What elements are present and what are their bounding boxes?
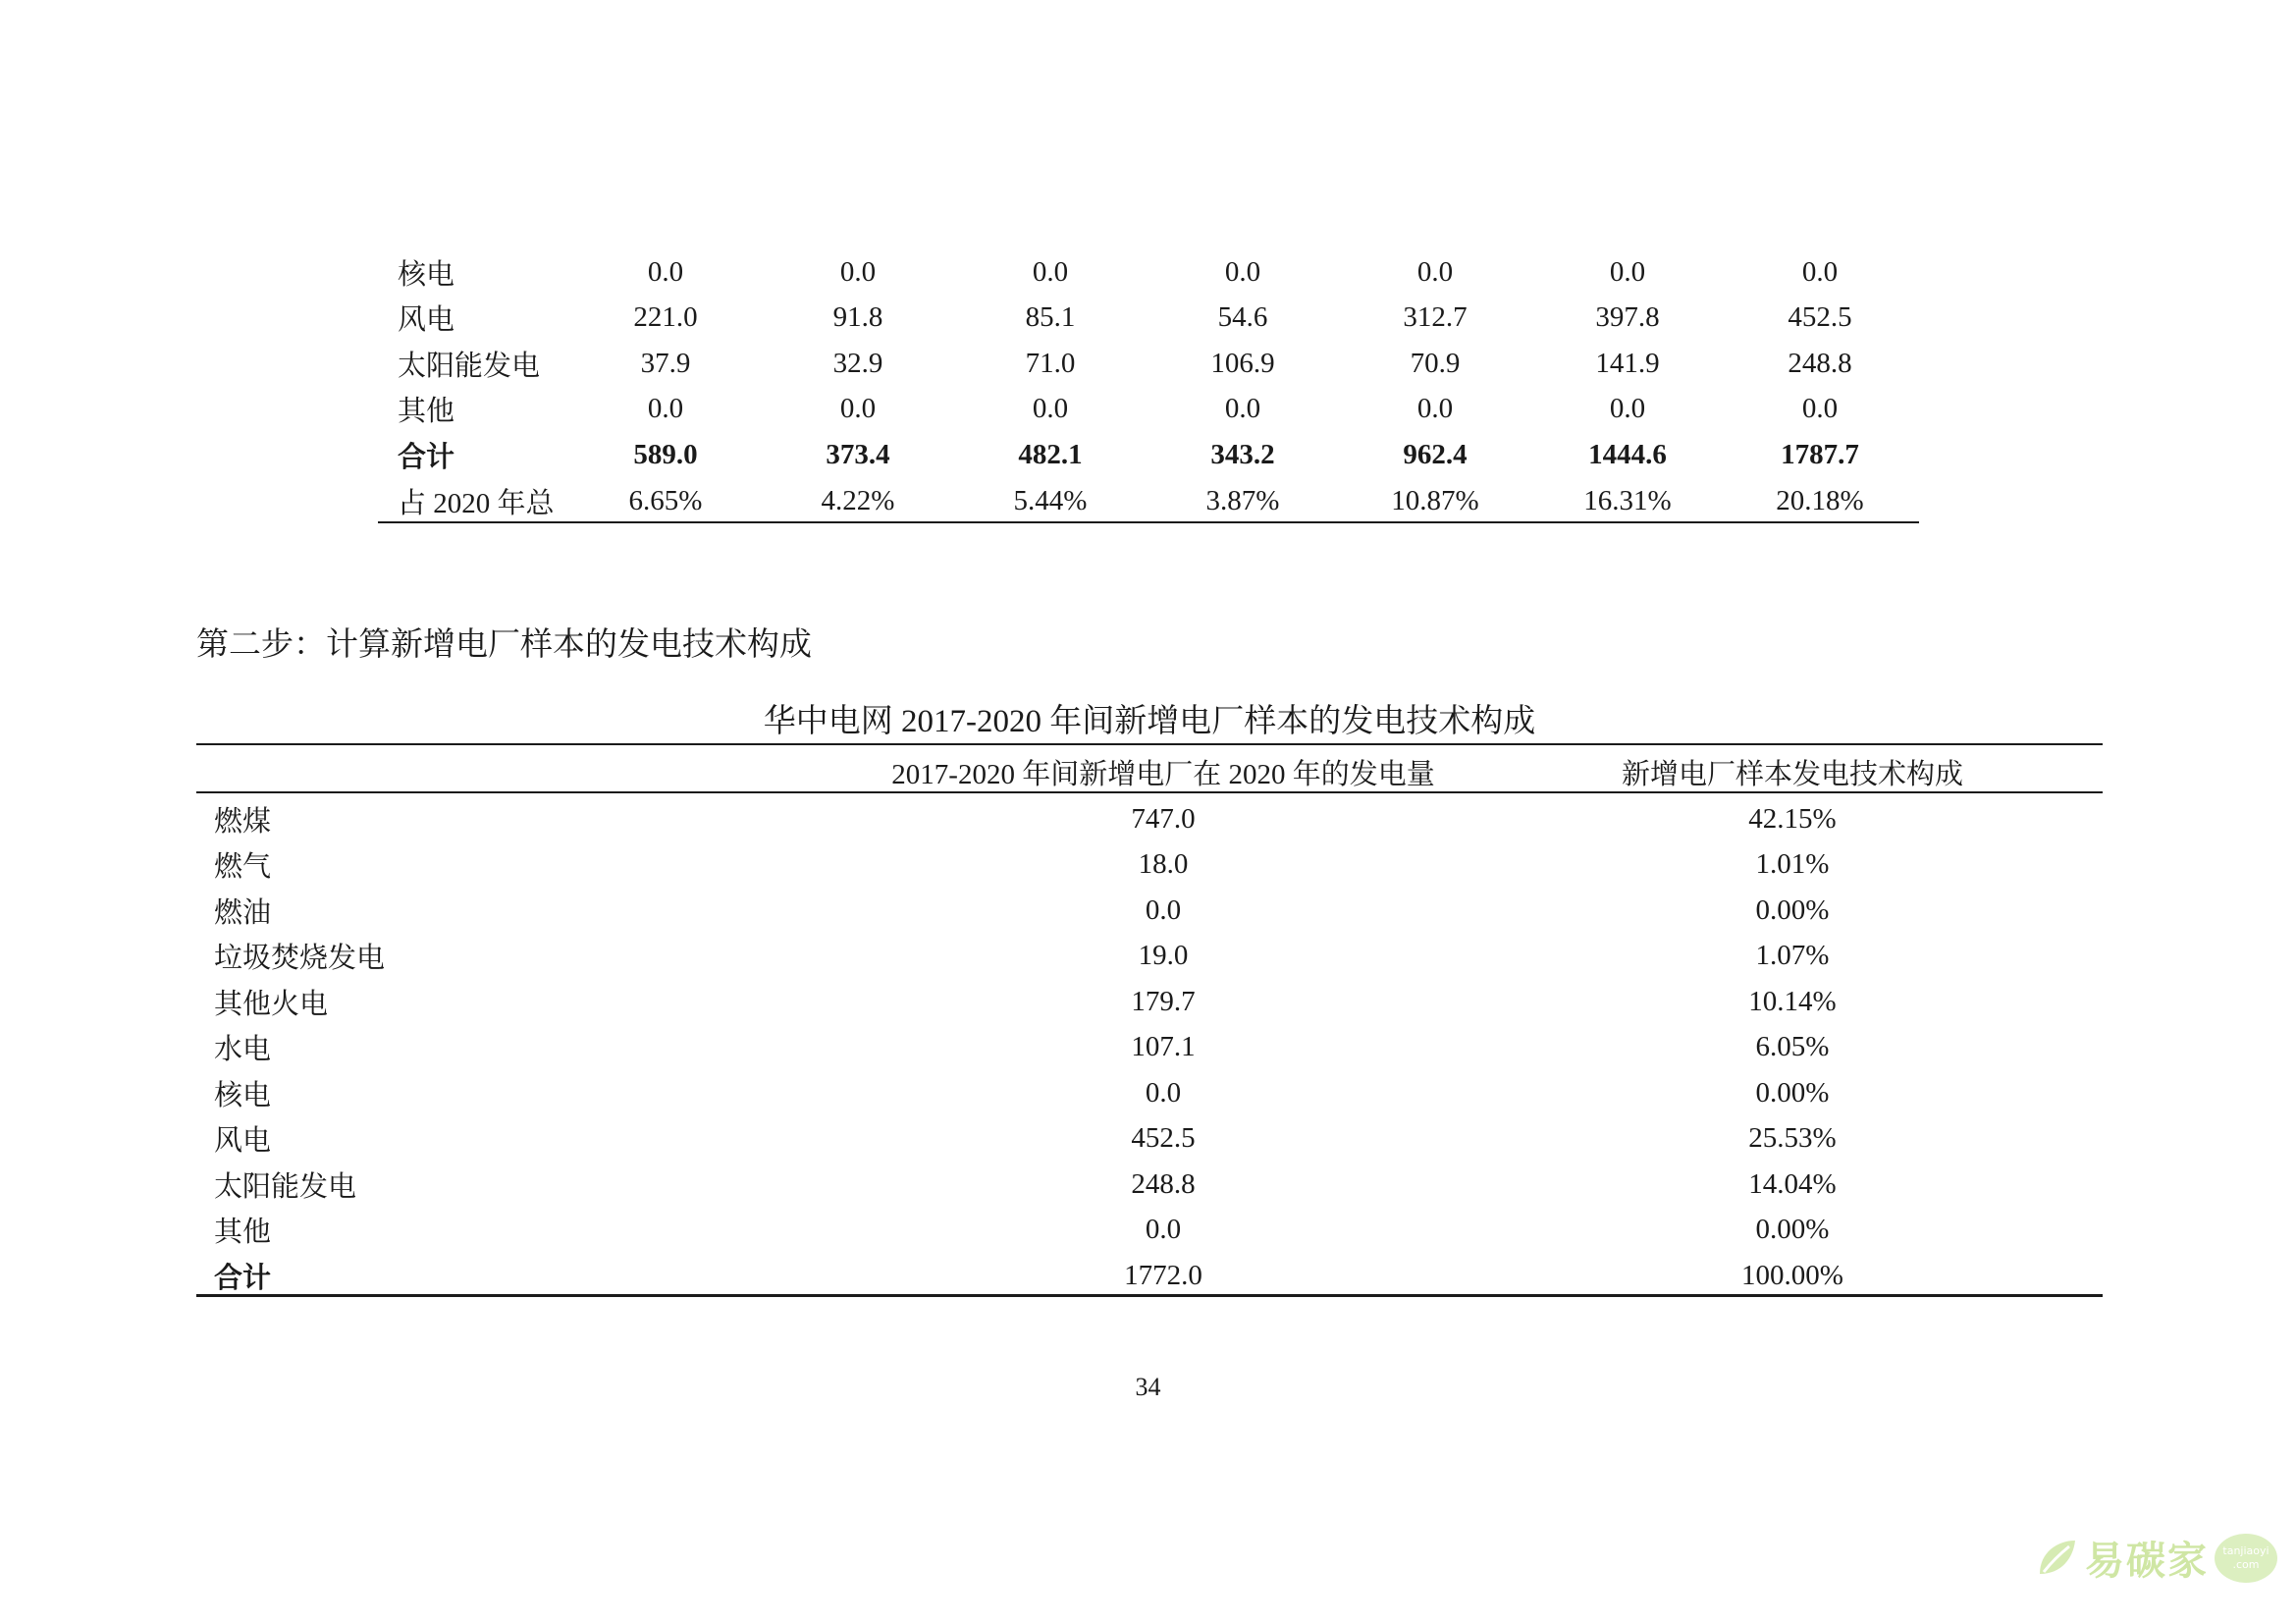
- table-row: [196, 842, 2103, 889]
- share-cell: 10.14%: [1748, 985, 1837, 1017]
- cell: 141.9: [1595, 347, 1660, 379]
- table-row: [196, 1208, 2103, 1254]
- table-top-rule: [196, 743, 2103, 745]
- row-label: 燃油: [214, 896, 272, 929]
- table-row: [378, 249, 1919, 295]
- cell: 0.0: [647, 255, 684, 288]
- share-cell: 0.00%: [1755, 1076, 1830, 1109]
- cell: 373.4: [826, 438, 890, 470]
- watermark-badge-line1: tanjiaoyi: [2222, 1543, 2269, 1557]
- cell: 452.5: [1788, 300, 1852, 333]
- cell: 1787.7: [1781, 438, 1859, 470]
- table-total-row: [196, 1253, 2103, 1299]
- table-row: [378, 386, 1919, 431]
- share-cell: 14.04%: [1748, 1167, 1837, 1200]
- share-cell: 1.07%: [1755, 940, 1830, 972]
- table-bottom-rule: [196, 1294, 2103, 1297]
- cell: 20.18%: [1776, 484, 1864, 516]
- cell: 589.0: [633, 438, 698, 470]
- generation-cell: 747.0: [1131, 802, 1196, 835]
- cell: 0.0: [1224, 392, 1261, 424]
- generation-cell: 0.0: [1145, 1214, 1182, 1246]
- cell: 91.8: [832, 300, 883, 333]
- cell: 0.0: [1224, 255, 1261, 288]
- cell: 0.0: [1801, 392, 1839, 424]
- table-row: [196, 934, 2103, 980]
- table-row: [196, 1162, 2103, 1208]
- cell: 248.8: [1788, 347, 1852, 379]
- table-total-row: [378, 432, 1919, 477]
- cell: 397.8: [1595, 300, 1660, 333]
- share-cell: 0.00%: [1755, 1214, 1830, 1246]
- row-label: 其他火电: [214, 988, 329, 1020]
- cell: 4.22%: [821, 484, 895, 516]
- row-label: 合计: [214, 1262, 272, 1294]
- cell: 343.2: [1210, 438, 1275, 470]
- row-label: 燃煤: [214, 805, 272, 838]
- table-caption: 华中电网 2017-2020 年间新增电厂样本的发电技术构成: [763, 704, 1536, 739]
- table-row: [196, 1116, 2103, 1163]
- row-label: 核电: [398, 258, 455, 291]
- row-label: 风电: [398, 303, 455, 336]
- watermark-badge: [2215, 1534, 2277, 1583]
- cell: 85.1: [1025, 300, 1076, 333]
- row-label: 水电: [214, 1034, 272, 1066]
- row-label: 风电: [214, 1125, 272, 1158]
- cell: 0.0: [1801, 255, 1839, 288]
- generation-cell: 107.1: [1131, 1031, 1196, 1063]
- watermark-logo: [2034, 1530, 2277, 1586]
- watermark-brand: 易碳家: [2085, 1539, 2209, 1584]
- leaf-icon: [2034, 1535, 2079, 1582]
- row-label: 其他: [214, 1217, 272, 1249]
- share-cell: 0.00%: [1755, 893, 1830, 926]
- cell: 71.0: [1025, 347, 1076, 379]
- cell: 16.31%: [1583, 484, 1672, 516]
- row-label: 核电: [214, 1079, 272, 1111]
- share-cell: 25.53%: [1748, 1122, 1837, 1155]
- row-label: 太阳能发电: [398, 350, 541, 382]
- row-label: 垃圾焚烧发电: [214, 943, 386, 975]
- generation-cell: 0.0: [1145, 893, 1182, 926]
- table-row: [196, 796, 2103, 842]
- cell: 0.0: [1609, 392, 1646, 424]
- cell: 0.0: [839, 392, 877, 424]
- cell: 0.0: [1032, 255, 1069, 288]
- table-row: [378, 295, 1919, 340]
- page-number: 34: [1135, 1373, 1161, 1401]
- cell: 0.0: [647, 392, 684, 424]
- cell: 106.9: [1210, 347, 1275, 379]
- table-row: [196, 1070, 2103, 1116]
- column-header-share: 新增电厂样本发电技术构成: [1621, 758, 1963, 790]
- table-row: [196, 979, 2103, 1025]
- row-label: 太阳能发电: [214, 1170, 357, 1203]
- watermark-badge-line2: .com: [2232, 1557, 2260, 1571]
- generation-cell: 18.0: [1138, 848, 1189, 881]
- share-cell: 6.05%: [1755, 1031, 1830, 1063]
- cell: 6.65%: [628, 484, 703, 516]
- generation-cell: 452.5: [1131, 1122, 1196, 1155]
- share-cell: 100.00%: [1741, 1259, 1843, 1291]
- cell: 0.0: [1032, 392, 1069, 424]
- cell: 0.0: [1416, 392, 1454, 424]
- cell: 0.0: [1609, 255, 1646, 288]
- generation-cell: 19.0: [1138, 940, 1189, 972]
- table-row: [378, 478, 1919, 523]
- header-rule: [196, 791, 2103, 793]
- cell: 1444.6: [1588, 438, 1667, 470]
- cell: 0.0: [839, 255, 877, 288]
- table-bottom-rule: [378, 521, 1919, 523]
- generation-cell: 179.7: [1131, 985, 1196, 1017]
- generation-cell: 0.0: [1145, 1076, 1182, 1109]
- cell: 0.0: [1416, 255, 1454, 288]
- cell: 482.1: [1018, 438, 1083, 470]
- column-header-generation: 2017-2020 年间新增电厂在 2020 年的发电量: [891, 758, 1435, 790]
- share-cell: 42.15%: [1748, 802, 1837, 835]
- row-label: 合计: [398, 441, 455, 473]
- table-row: [196, 888, 2103, 934]
- cell: 5.44%: [1013, 484, 1088, 516]
- cell: 962.4: [1403, 438, 1468, 470]
- row-label: 燃气: [214, 851, 272, 884]
- row-label: 占 2020 年总: [398, 487, 555, 519]
- share-cell: 1.01%: [1755, 848, 1830, 881]
- cell: 54.6: [1217, 300, 1268, 333]
- generation-cell: 248.8: [1131, 1167, 1196, 1200]
- generation-cell: 1772.0: [1124, 1259, 1202, 1291]
- row-label: 其他: [398, 395, 455, 427]
- cell: 312.7: [1403, 300, 1468, 333]
- cell: 37.9: [640, 347, 691, 379]
- cell: 3.87%: [1205, 484, 1280, 516]
- table-row: [196, 1025, 2103, 1071]
- cell: 221.0: [633, 300, 698, 333]
- cell: 32.9: [832, 347, 883, 379]
- cell: 10.87%: [1391, 484, 1479, 516]
- section-heading: 第二步：计算新增电厂样本的发电技术构成: [196, 627, 812, 663]
- cell: 70.9: [1410, 347, 1461, 379]
- table-row: [378, 341, 1919, 386]
